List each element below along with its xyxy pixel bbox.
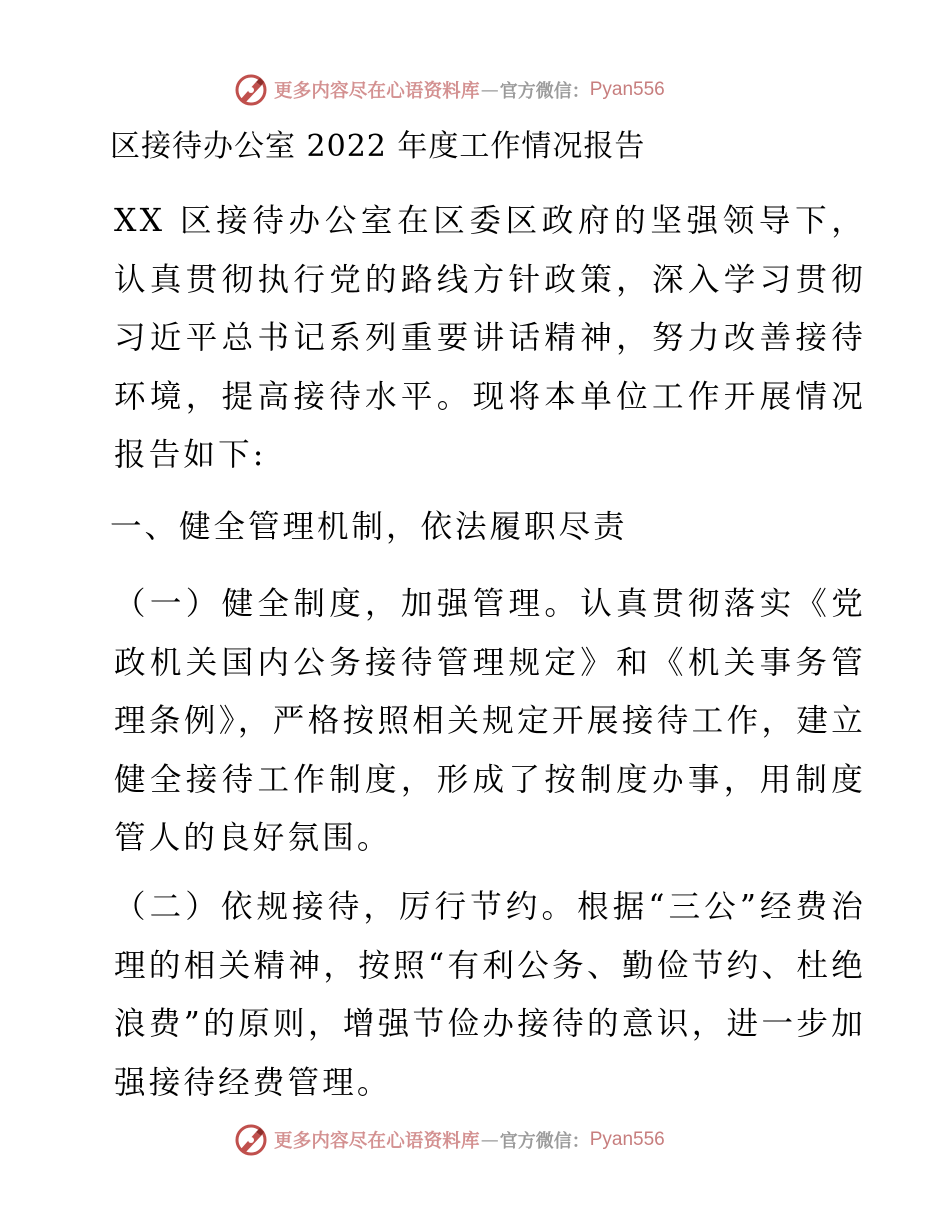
subsection-paragraph-2: （二）依规接待，厉行节约。根据“三公”经费治理的相关精神，按照“有利公务、勤俭节约、杜绝浪费”的原则，增强节俭办接待的意识，进一步加强接待经费管理。 xyxy=(114,889,866,1101)
watermark-official-label: 官方微信： xyxy=(499,1131,590,1152)
pen-logo-icon xyxy=(234,73,268,107)
document-title: 区接待办公室 2022 年度工作情况报告 xyxy=(110,129,646,164)
watermark-text: 更多内容尽在心语资料库 xyxy=(274,1131,480,1152)
watermark-wechat-id: Pyan556 xyxy=(589,1129,665,1150)
watermark-banner-top xyxy=(234,72,665,108)
watermark-official-label: 官方微信： xyxy=(499,81,590,102)
section-heading-1: 一、健全管理机制，依法履职尽责 xyxy=(110,509,628,545)
subsection-paragraph-1: （一）健全制度，加强管理。认真贯彻落实《党政机关国内公务接待管理规定》和《机关事务管理条例》，严格按照相关规定开展接待工作，建立健全接待工作制度，形成了按制度办事，用制度管人的良好氛围。 xyxy=(114,586,866,856)
intro-paragraph: XX 区接待办公室在区委区政府的坚强领导下，认真贯彻执行党的路线方针政策，深入学习贯彻习近平总书记系列重要讲话精神，努力改善接待环境，提高接待水平。现将本单位工作开展情况报告如下: xyxy=(114,203,866,473)
watermark-separator: — xyxy=(480,1129,499,1151)
watermark-wechat-id: Pyan556 xyxy=(589,79,665,100)
watermark-text: 更多内容尽在心语资料库 xyxy=(274,81,480,102)
watermark-banner-bottom xyxy=(234,1122,665,1158)
pen-logo-icon xyxy=(234,1123,268,1157)
watermark-separator: — xyxy=(480,79,499,101)
